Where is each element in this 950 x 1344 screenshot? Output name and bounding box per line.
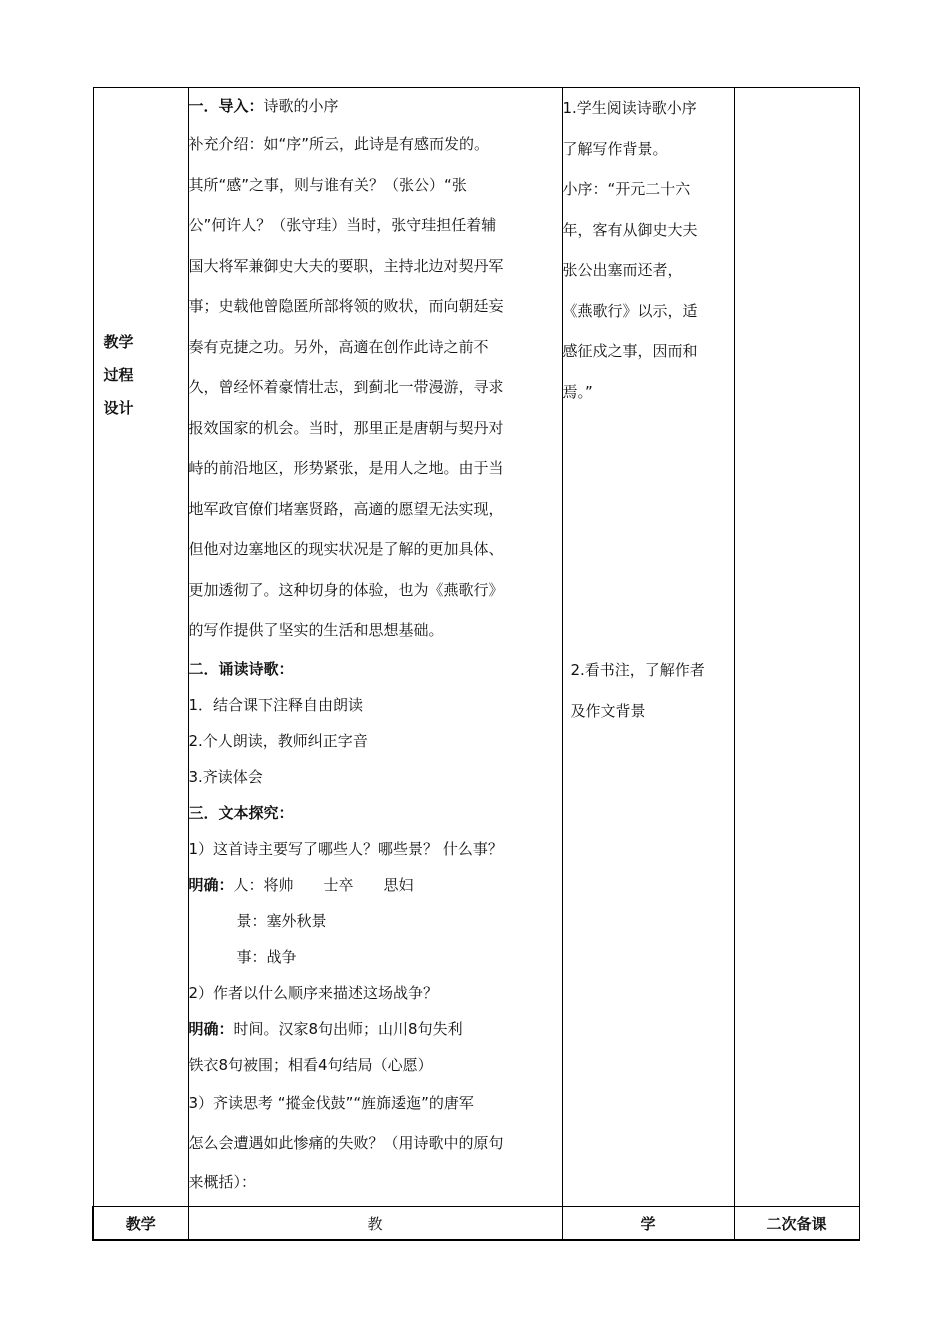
answer-1-event: 事：战争 bbox=[236, 947, 297, 966]
intro-text-line: 公”何许人？（张守珪）当时，张守珪担任着辅 bbox=[188, 216, 497, 234]
reading-step: 1．结合课下注释自由朗读 bbox=[188, 695, 364, 714]
footer-second-prep: 二次备课 bbox=[734, 1207, 859, 1241]
activity-line: 张公出塞而还者， bbox=[562, 261, 683, 279]
question-3-line: 3）齐读思考 “摐金伐鼓”“旌旆逶迤”的唐军 bbox=[188, 1093, 474, 1112]
intro-text-line: 事；史载他曾隐匿所部将领的败状，而向朝廷妄 bbox=[188, 297, 504, 315]
answer-2-line bbox=[189, 1011, 562, 1047]
label-line: 设计 bbox=[103, 399, 134, 417]
intro-text-line: 的写作提供了坚实的生活和思想基础。 bbox=[188, 621, 444, 639]
reading-step: 2.个人朗读，教师纠正字音 bbox=[188, 731, 368, 750]
activity-line: 《燕歌行》以示，适 bbox=[562, 301, 698, 320]
section-1-title-line bbox=[189, 88, 562, 124]
activity-line: 小序：“开元二十六 bbox=[562, 180, 691, 198]
activity-line: 及作文背景 bbox=[570, 701, 646, 720]
intro-text-line: 奏有克捷之功。另外，高適在创作此诗之前不 bbox=[188, 337, 489, 356]
activity-line: 1.学生阅读诗歌小序 bbox=[562, 99, 697, 117]
answer-label: 明确： bbox=[188, 1019, 234, 1038]
activity-line: 2.看书注，了解作者 bbox=[570, 661, 705, 679]
question-2: 2）作者以什么顺序来描述这场战争？ bbox=[188, 983, 439, 1002]
question-3-line: 来概括）： bbox=[188, 1172, 257, 1191]
lesson-plan-table bbox=[92, 87, 860, 1241]
answer-2-text: 时间。汉家8句出师；山川8句失利 bbox=[233, 1019, 463, 1038]
activity-line: 感征戍之事，因而和 bbox=[562, 342, 698, 360]
answer-1-scene: 景：塞外秋景 bbox=[236, 911, 327, 930]
answer-label: 明确： bbox=[188, 875, 234, 894]
section-1-title: 诗歌的小序 bbox=[263, 97, 339, 115]
answer-2-line: 铁衣8句被围；相看4句结局（心愿） bbox=[188, 1055, 433, 1074]
intro-text-line: 地军政官僚们堵塞贤路，高適的愿望无法实现， bbox=[188, 499, 504, 518]
footer-learn: 学 bbox=[562, 1207, 734, 1241]
intro-text-line: 报效国家的机会。当时，那里正是唐朝与契丹对 bbox=[188, 418, 504, 437]
question-3-line: 怎么会遭遇如此惨痛的失败？（用诗歌中的原句 bbox=[188, 1134, 504, 1152]
footer-row bbox=[93, 1207, 859, 1241]
row-label bbox=[104, 326, 134, 425]
question-1: 1）这首诗主要写了哪些人？哪些景？ 什么事？ bbox=[188, 839, 503, 858]
section-3-heading: 三．文本探究： bbox=[188, 803, 294, 822]
intro-text-line: 峙的前沿地区，形势紧张，是用人之地。由于当 bbox=[188, 459, 504, 477]
answer-1-people-line bbox=[189, 867, 562, 903]
answer-1-people: 人：将帅 士卒 思妇 bbox=[233, 875, 414, 894]
footer-teach: 教 bbox=[188, 1207, 562, 1241]
reading-step: 3.齐读体会 bbox=[188, 767, 263, 786]
activity-line: 焉。” bbox=[562, 382, 593, 401]
intro-text-line: 国大将军兼御史大夫的要职，主持北边对契丹军 bbox=[188, 256, 504, 275]
activity-line: 了解写作背景。 bbox=[562, 139, 668, 158]
intro-text-line: 久，曾经怀着豪情壮志，到蓟北一带漫游，寻求 bbox=[188, 378, 504, 396]
activity-block-2 bbox=[571, 650, 705, 731]
intro-text-line: 其所“感”之事，则与谁有关？（张公）“张 bbox=[188, 175, 467, 194]
row-label-cell bbox=[93, 88, 188, 1207]
label-line: 过程 bbox=[103, 366, 134, 384]
label-line: 教学 bbox=[103, 333, 134, 351]
footer-label: 教学 bbox=[93, 1207, 188, 1241]
intro-text-line: 更加透彻了。这种切身的体验，也为《燕歌行》 bbox=[188, 580, 504, 599]
second-prep-cell bbox=[734, 88, 859, 1207]
activity-line: 年，客有从御史大夫 bbox=[562, 220, 698, 239]
section-1-heading: 一．导入： bbox=[188, 97, 264, 115]
intro-text-line: 但他对边塞地区的现实状况是了解的更加具体、 bbox=[188, 540, 504, 558]
section-2-heading: 二．诵读诗歌： bbox=[188, 659, 294, 678]
intro-text-line: 补充介绍：如“序”所云，此诗是有感而发的。 bbox=[188, 135, 490, 153]
student-activity-cell bbox=[562, 88, 734, 1207]
teaching-content-cell bbox=[188, 88, 562, 1207]
lesson-process-row bbox=[93, 88, 859, 1207]
